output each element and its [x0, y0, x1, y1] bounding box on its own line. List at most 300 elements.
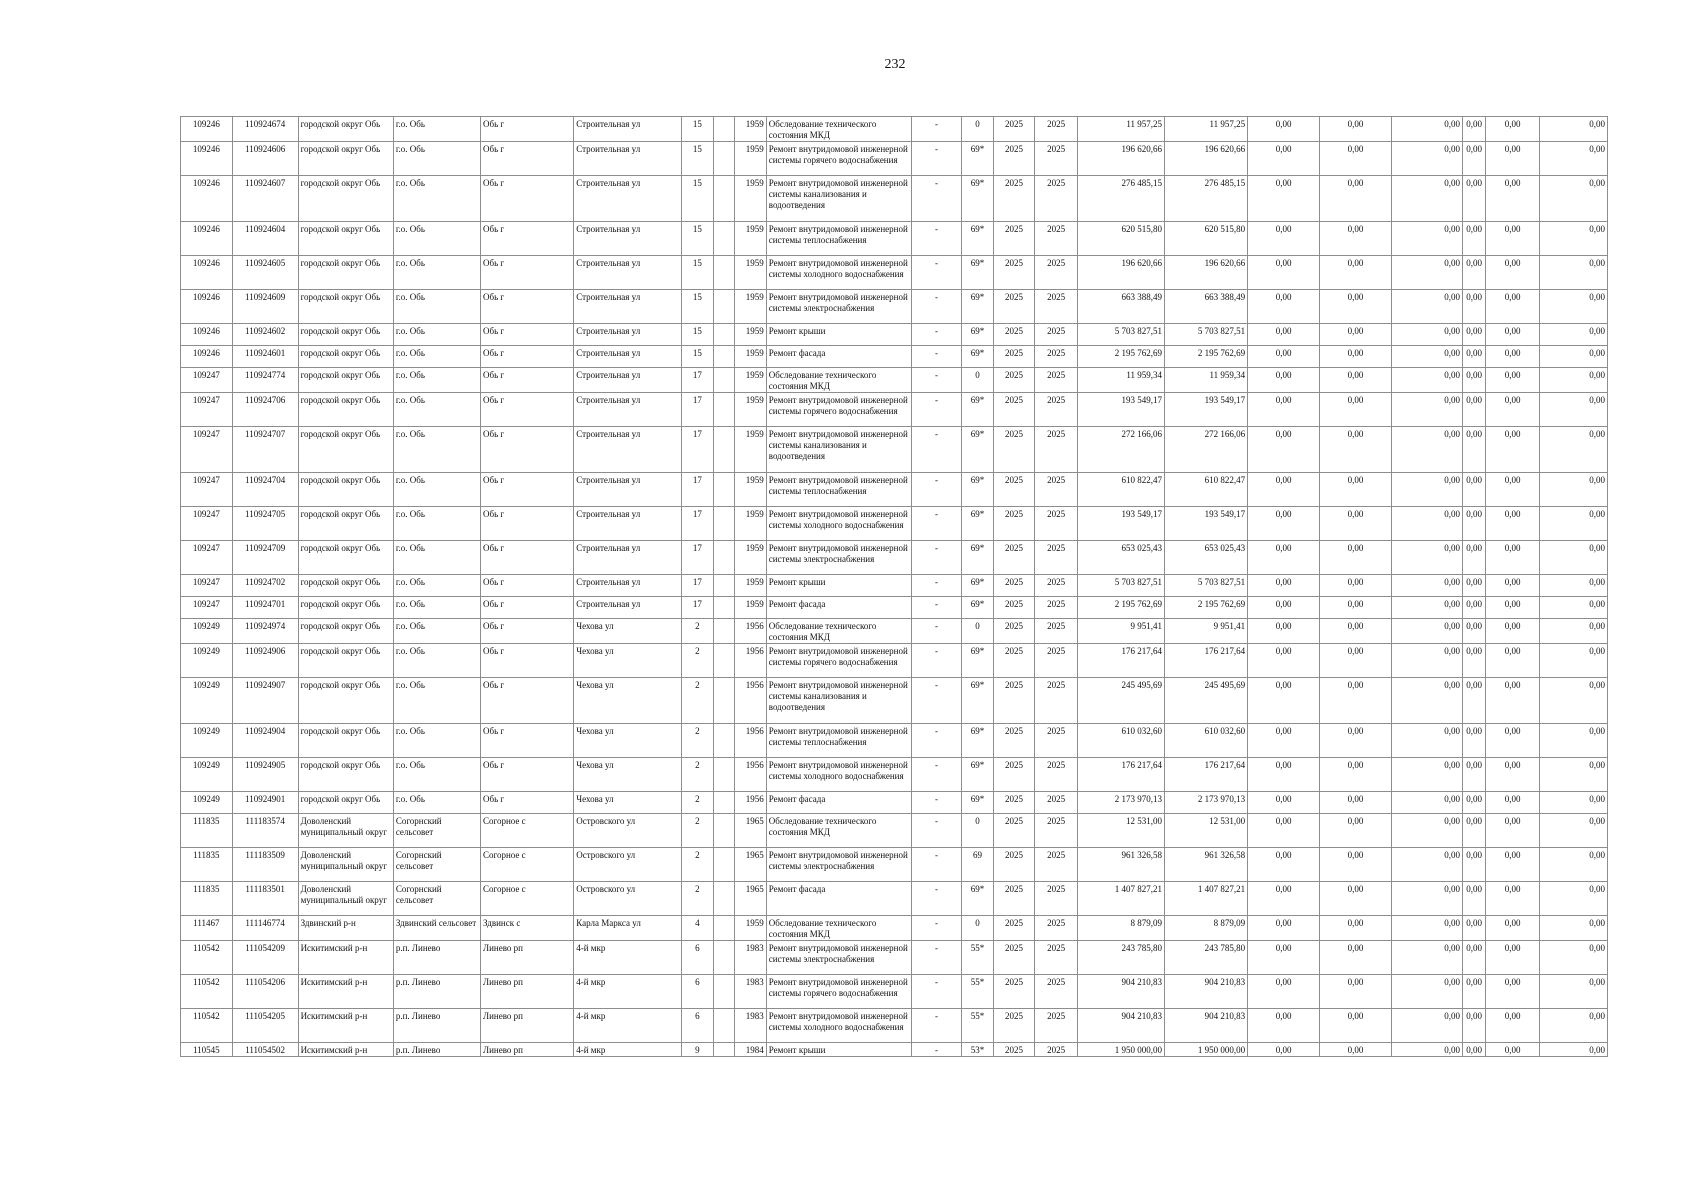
cell-building — [714, 814, 735, 848]
cell-budget-federal: 0,00 — [1248, 814, 1320, 848]
cell-year-end: 2025 — [1035, 644, 1078, 678]
cell-budget-federal: 0,00 — [1248, 290, 1320, 324]
cell-house-id: 109247 — [181, 575, 233, 597]
cell-budget-local: 0,00 — [1392, 758, 1463, 792]
cell-reserve: 0,00 — [1539, 427, 1607, 473]
cell-year-built: 1959 — [735, 597, 766, 619]
cell-budget-local: 0,00 — [1392, 1043, 1463, 1057]
cell-street: Строительная ул — [574, 597, 681, 619]
cell-building — [714, 368, 735, 393]
cell-work-id: 110924905 — [232, 758, 298, 792]
cell-house-number: 17 — [681, 507, 713, 541]
cell-year-start: 2025 — [993, 473, 1035, 507]
cell-year-end: 2025 — [1035, 427, 1078, 473]
cell-total-cost: 12 531,00 — [1077, 814, 1164, 848]
cell-house-number: 17 — [681, 368, 713, 393]
cell-year-end: 2025 — [1035, 619, 1078, 644]
cell-wear: 69* — [962, 393, 993, 427]
cell-house-id: 109246 — [181, 324, 233, 346]
cell-locality: Обь г — [480, 724, 573, 758]
cell-budget-federal: 0,00 — [1248, 142, 1320, 176]
cell-district: Здвинский р-н — [298, 916, 393, 941]
table-row — [181, 619, 1608, 644]
cell-street: Строительная ул — [574, 222, 681, 256]
cell-fund-cost: 11 959,34 — [1165, 368, 1248, 393]
cell-year-start: 2025 — [993, 256, 1035, 290]
cell-municipality: г.о. Обь — [393, 142, 480, 176]
cell-other-funds: 0,00 — [1486, 724, 1540, 758]
cell-building — [714, 393, 735, 427]
cell-work-id: 111183574 — [232, 814, 298, 848]
cell-work-type: Ремонт внутридомовой инженерной системы электроснабжения — [766, 290, 911, 324]
cell-other-funds: 0,00 — [1486, 117, 1540, 142]
cell-budget-federal: 0,00 — [1248, 916, 1320, 941]
cell-house-number: 17 — [681, 473, 713, 507]
cell-year-end: 2025 — [1035, 473, 1078, 507]
cell-building — [714, 222, 735, 256]
cell-fund-cost: 193 549,17 — [1165, 393, 1248, 427]
cell-fund-cost: 610 032,60 — [1165, 724, 1248, 758]
cell-year-start: 2025 — [993, 117, 1035, 142]
cell-wear: 69* — [962, 473, 993, 507]
cell-municipality: г.о. Обь — [393, 724, 480, 758]
table-row — [181, 117, 1608, 142]
cell-unit: - — [911, 507, 962, 541]
cell-house-id: 109247 — [181, 368, 233, 393]
cell-owners-funds: 0,00 — [1462, 176, 1485, 222]
cell-total-cost: 193 549,17 — [1077, 393, 1164, 427]
cell-year-built: 1959 — [735, 393, 766, 427]
cell-work-id: 110924601 — [232, 346, 298, 368]
cell-district: городской округ Обь — [298, 142, 393, 176]
cell-other-funds: 0,00 — [1486, 575, 1540, 597]
table-row — [181, 882, 1608, 916]
cell-fund-cost: 5 703 827,51 — [1165, 324, 1248, 346]
cell-work-type: Ремонт внутридомовой инженерной системы электроснабжения — [766, 941, 911, 975]
cell-house-number: 17 — [681, 393, 713, 427]
cell-unit: - — [911, 117, 962, 142]
cell-fund-cost: 1 407 827,21 — [1165, 882, 1248, 916]
cell-house-number: 15 — [681, 346, 713, 368]
cell-budget-local: 0,00 — [1392, 473, 1463, 507]
cell-work-id: 111146774 — [232, 916, 298, 941]
cell-unit: - — [911, 368, 962, 393]
cell-budget-regional: 0,00 — [1320, 176, 1392, 222]
cell-year-start: 2025 — [993, 176, 1035, 222]
cell-other-funds: 0,00 — [1486, 758, 1540, 792]
cell-municipality: г.о. Обь — [393, 176, 480, 222]
cell-year-start: 2025 — [993, 290, 1035, 324]
cell-reserve: 0,00 — [1539, 975, 1607, 1009]
cell-district: городской округ Обь — [298, 393, 393, 427]
cell-year-end: 2025 — [1035, 792, 1078, 814]
cell-locality: Обь г — [480, 507, 573, 541]
cell-work-id: 110924609 — [232, 290, 298, 324]
cell-unit: - — [911, 792, 962, 814]
cell-unit: - — [911, 619, 962, 644]
cell-owners-funds: 0,00 — [1462, 368, 1485, 393]
cell-wear: 69* — [962, 346, 993, 368]
cell-fund-cost: 663 388,49 — [1165, 290, 1248, 324]
cell-other-funds: 0,00 — [1486, 597, 1540, 619]
cell-municipality: г.о. Обь — [393, 644, 480, 678]
cell-street: Строительная ул — [574, 393, 681, 427]
cell-reserve: 0,00 — [1539, 393, 1607, 427]
cell-house-number: 15 — [681, 290, 713, 324]
cell-locality: Линево рп — [480, 1043, 573, 1057]
cell-house-number: 4 — [681, 916, 713, 941]
table-row — [181, 393, 1608, 427]
cell-locality: Обь г — [480, 346, 573, 368]
cell-year-end: 2025 — [1035, 346, 1078, 368]
cell-budget-federal: 0,00 — [1248, 792, 1320, 814]
cell-fund-cost: 196 620,66 — [1165, 256, 1248, 290]
cell-work-id: 110924907 — [232, 678, 298, 724]
cell-wear: 55* — [962, 1009, 993, 1043]
cell-year-start: 2025 — [993, 619, 1035, 644]
cell-wear: 53* — [962, 1043, 993, 1057]
cell-district: городской округ Обь — [298, 346, 393, 368]
cell-year-start: 2025 — [993, 507, 1035, 541]
cell-locality: Обь г — [480, 619, 573, 644]
cell-year-start: 2025 — [993, 222, 1035, 256]
cell-total-cost: 11 959,34 — [1077, 368, 1164, 393]
cell-other-funds: 0,00 — [1486, 678, 1540, 724]
cell-work-id: 110924701 — [232, 597, 298, 619]
cell-house-id: 109246 — [181, 222, 233, 256]
cell-work-id: 110924607 — [232, 176, 298, 222]
cell-municipality: г.о. Обь — [393, 541, 480, 575]
cell-year-built: 1959 — [735, 541, 766, 575]
cell-total-cost: 176 217,64 — [1077, 644, 1164, 678]
cell-district: городской округ Обь — [298, 644, 393, 678]
table-row — [181, 758, 1608, 792]
cell-year-start: 2025 — [993, 975, 1035, 1009]
cell-unit: - — [911, 346, 962, 368]
table-row — [181, 678, 1608, 724]
cell-other-funds: 0,00 — [1486, 393, 1540, 427]
cell-locality: Обь г — [480, 792, 573, 814]
cell-building — [714, 1009, 735, 1043]
cell-year-built: 1956 — [735, 678, 766, 724]
cell-budget-local: 0,00 — [1392, 222, 1463, 256]
cell-building — [714, 724, 735, 758]
cell-street: 4-й мкр — [574, 941, 681, 975]
cell-budget-federal: 0,00 — [1248, 724, 1320, 758]
cell-house-number: 15 — [681, 142, 713, 176]
cell-wear: 0 — [962, 916, 993, 941]
cell-house-id: 109249 — [181, 678, 233, 724]
cell-year-end: 2025 — [1035, 975, 1078, 1009]
cell-building — [714, 644, 735, 678]
cell-district: городской округ Обь — [298, 222, 393, 256]
cell-house-id: 109246 — [181, 290, 233, 324]
cell-budget-local: 0,00 — [1392, 724, 1463, 758]
cell-locality: Обь г — [480, 324, 573, 346]
cell-owners-funds: 0,00 — [1462, 541, 1485, 575]
cell-budget-regional: 0,00 — [1320, 324, 1392, 346]
cell-year-built: 1984 — [735, 1043, 766, 1057]
table-row — [181, 792, 1608, 814]
cell-municipality: г.о. Обь — [393, 290, 480, 324]
cell-district: городской округ Обь — [298, 541, 393, 575]
cell-other-funds: 0,00 — [1486, 290, 1540, 324]
cell-other-funds: 0,00 — [1486, 619, 1540, 644]
cell-work-type: Ремонт крыши — [766, 1043, 911, 1057]
cell-budget-regional: 0,00 — [1320, 916, 1392, 941]
cell-house-id: 111835 — [181, 848, 233, 882]
table-row — [181, 507, 1608, 541]
cell-owners-funds: 0,00 — [1462, 393, 1485, 427]
cell-year-start: 2025 — [993, 427, 1035, 473]
cell-street: Строительная ул — [574, 142, 681, 176]
cell-building — [714, 346, 735, 368]
cell-unit: - — [911, 176, 962, 222]
cell-budget-local: 0,00 — [1392, 256, 1463, 290]
cell-year-end: 2025 — [1035, 256, 1078, 290]
cell-total-cost: 2 173 970,13 — [1077, 792, 1164, 814]
cell-house-number: 17 — [681, 575, 713, 597]
table-row — [181, 222, 1608, 256]
cell-municipality: г.о. Обь — [393, 324, 480, 346]
cell-reserve: 0,00 — [1539, 473, 1607, 507]
cell-building — [714, 256, 735, 290]
cell-year-built: 1956 — [735, 644, 766, 678]
cell-house-id: 110542 — [181, 1009, 233, 1043]
cell-total-cost: 653 025,43 — [1077, 541, 1164, 575]
cell-work-type: Ремонт внутридомовой инженерной системы теплоснабжения — [766, 222, 911, 256]
cell-year-end: 2025 — [1035, 882, 1078, 916]
cell-budget-local: 0,00 — [1392, 678, 1463, 724]
cell-work-type: Обследование технического состояния МКД — [766, 368, 911, 393]
cell-other-funds: 0,00 — [1486, 368, 1540, 393]
cell-work-type: Ремонт внутридомовой инженерной системы горячего водоснабжения — [766, 142, 911, 176]
cell-year-start: 2025 — [993, 393, 1035, 427]
cell-work-type: Ремонт фасада — [766, 792, 911, 814]
cell-budget-local: 0,00 — [1392, 1009, 1463, 1043]
cell-unit: - — [911, 324, 962, 346]
cell-total-cost: 176 217,64 — [1077, 758, 1164, 792]
cell-reserve: 0,00 — [1539, 1009, 1607, 1043]
cell-fund-cost: 176 217,64 — [1165, 644, 1248, 678]
cell-budget-regional: 0,00 — [1320, 541, 1392, 575]
cell-district: городской округ Обь — [298, 792, 393, 814]
cell-house-id: 109247 — [181, 473, 233, 507]
cell-municipality: Согорнский сельсовет — [393, 814, 480, 848]
cell-locality: Обь г — [480, 117, 573, 142]
cell-district: Искитимский р-н — [298, 975, 393, 1009]
cell-budget-federal: 0,00 — [1248, 473, 1320, 507]
cell-budget-regional: 0,00 — [1320, 644, 1392, 678]
cell-street: Строительная ул — [574, 290, 681, 324]
cell-locality: Обь г — [480, 142, 573, 176]
cell-year-built: 1959 — [735, 346, 766, 368]
cell-year-start: 2025 — [993, 814, 1035, 848]
cell-year-start: 2025 — [993, 541, 1035, 575]
cell-year-built: 1959 — [735, 473, 766, 507]
cell-total-cost: 904 210,83 — [1077, 1009, 1164, 1043]
cell-reserve: 0,00 — [1539, 814, 1607, 848]
cell-budget-local: 0,00 — [1392, 975, 1463, 1009]
cell-house-id: 111467 — [181, 916, 233, 941]
cell-municipality: г.о. Обь — [393, 117, 480, 142]
cell-street: Строительная ул — [574, 575, 681, 597]
cell-house-id: 109246 — [181, 142, 233, 176]
cell-budget-federal: 0,00 — [1248, 758, 1320, 792]
cell-unit: - — [911, 975, 962, 1009]
cell-budget-regional: 0,00 — [1320, 427, 1392, 473]
cell-district: городской округ Обь — [298, 368, 393, 393]
cell-locality: Обь г — [480, 368, 573, 393]
table-row — [181, 473, 1608, 507]
cell-street: Строительная ул — [574, 427, 681, 473]
cell-fund-cost: 2 195 762,69 — [1165, 346, 1248, 368]
cell-house-id: 109249 — [181, 792, 233, 814]
cell-budget-federal: 0,00 — [1248, 117, 1320, 142]
cell-work-type: Ремонт крыши — [766, 324, 911, 346]
cell-house-id: 111835 — [181, 814, 233, 848]
cell-municipality: г.о. Обь — [393, 427, 480, 473]
cell-budget-regional: 0,00 — [1320, 117, 1392, 142]
cell-owners-funds: 0,00 — [1462, 758, 1485, 792]
cell-unit: - — [911, 916, 962, 941]
cell-work-id: 110924709 — [232, 541, 298, 575]
cell-work-type: Ремонт внутридомовой инженерной системы канализования и водоотведения — [766, 678, 911, 724]
cell-municipality: г.о. Обь — [393, 678, 480, 724]
cell-owners-funds: 0,00 — [1462, 117, 1485, 142]
cell-owners-funds: 0,00 — [1462, 882, 1485, 916]
cell-total-cost: 610 822,47 — [1077, 473, 1164, 507]
cell-house-id: 109246 — [181, 117, 233, 142]
cell-year-end: 2025 — [1035, 597, 1078, 619]
cell-house-id: 109246 — [181, 176, 233, 222]
cell-fund-cost: 904 210,83 — [1165, 1009, 1248, 1043]
cell-district: городской округ Обь — [298, 290, 393, 324]
cell-fund-cost: 610 822,47 — [1165, 473, 1248, 507]
cell-street: Чехова ул — [574, 644, 681, 678]
cell-work-id: 111054206 — [232, 975, 298, 1009]
cell-house-number: 15 — [681, 324, 713, 346]
cell-house-number: 17 — [681, 541, 713, 575]
cell-year-end: 2025 — [1035, 758, 1078, 792]
cell-wear: 0 — [962, 814, 993, 848]
cell-locality: Обь г — [480, 678, 573, 724]
cell-district: Доволенский муниципальный округ — [298, 882, 393, 916]
cell-budget-federal: 0,00 — [1248, 678, 1320, 724]
cell-budget-local: 0,00 — [1392, 882, 1463, 916]
cell-owners-funds: 0,00 — [1462, 848, 1485, 882]
cell-total-cost: 5 703 827,51 — [1077, 324, 1164, 346]
cell-unit: - — [911, 724, 962, 758]
cell-budget-local: 0,00 — [1392, 427, 1463, 473]
table-row — [181, 941, 1608, 975]
cell-wear: 69* — [962, 142, 993, 176]
cell-budget-federal: 0,00 — [1248, 222, 1320, 256]
registry-table-wrap — [180, 116, 1608, 1057]
cell-budget-local: 0,00 — [1392, 290, 1463, 324]
cell-owners-funds: 0,00 — [1462, 597, 1485, 619]
cell-wear: 69* — [962, 724, 993, 758]
cell-house-number: 15 — [681, 222, 713, 256]
cell-other-funds: 0,00 — [1486, 142, 1540, 176]
cell-budget-local: 0,00 — [1392, 814, 1463, 848]
cell-house-id: 110545 — [181, 1043, 233, 1057]
cell-fund-cost: 245 495,69 — [1165, 678, 1248, 724]
cell-fund-cost: 653 025,43 — [1165, 541, 1248, 575]
cell-budget-federal: 0,00 — [1248, 644, 1320, 678]
cell-district: городской округ Обь — [298, 724, 393, 758]
cell-year-start: 2025 — [993, 758, 1035, 792]
cell-budget-federal: 0,00 — [1248, 346, 1320, 368]
cell-work-type: Ремонт внутридомовой инженерной системы теплоснабжения — [766, 473, 911, 507]
cell-total-cost: 193 549,17 — [1077, 507, 1164, 541]
cell-work-id: 110924906 — [232, 644, 298, 678]
cell-budget-regional: 0,00 — [1320, 619, 1392, 644]
cell-street: Строительная ул — [574, 176, 681, 222]
cell-budget-federal: 0,00 — [1248, 427, 1320, 473]
cell-year-end: 2025 — [1035, 575, 1078, 597]
cell-year-built: 1959 — [735, 575, 766, 597]
table-row — [181, 597, 1608, 619]
cell-street: Чехова ул — [574, 792, 681, 814]
cell-other-funds: 0,00 — [1486, 222, 1540, 256]
cell-reserve: 0,00 — [1539, 346, 1607, 368]
table-row — [181, 1009, 1608, 1043]
cell-work-type: Обследование технического состояния МКД — [766, 117, 911, 142]
cell-reserve: 0,00 — [1539, 758, 1607, 792]
cell-fund-cost: 11 957,25 — [1165, 117, 1248, 142]
cell-house-id: 109246 — [181, 256, 233, 290]
cell-building — [714, 1043, 735, 1057]
cell-house-id: 109247 — [181, 427, 233, 473]
table-row — [181, 256, 1608, 290]
cell-wear: 55* — [962, 941, 993, 975]
cell-fund-cost: 243 785,80 — [1165, 941, 1248, 975]
cell-year-start: 2025 — [993, 142, 1035, 176]
cell-total-cost: 904 210,83 — [1077, 975, 1164, 1009]
cell-locality: Обь г — [480, 256, 573, 290]
cell-reserve: 0,00 — [1539, 619, 1607, 644]
cell-work-id: 110924704 — [232, 473, 298, 507]
cell-locality: Линево рп — [480, 975, 573, 1009]
cell-total-cost: 11 957,25 — [1077, 117, 1164, 142]
cell-district: городской округ Обь — [298, 324, 393, 346]
cell-reserve: 0,00 — [1539, 507, 1607, 541]
cell-budget-federal: 0,00 — [1248, 393, 1320, 427]
cell-year-built: 1959 — [735, 176, 766, 222]
cell-budget-regional: 0,00 — [1320, 678, 1392, 724]
cell-budget-federal: 0,00 — [1248, 176, 1320, 222]
cell-budget-regional: 0,00 — [1320, 393, 1392, 427]
cell-work-id: 111054502 — [232, 1043, 298, 1057]
cell-total-cost: 9 951,41 — [1077, 619, 1164, 644]
cell-year-start: 2025 — [993, 644, 1035, 678]
cell-house-number: 9 — [681, 1043, 713, 1057]
cell-fund-cost: 12 531,00 — [1165, 814, 1248, 848]
cell-owners-funds: 0,00 — [1462, 644, 1485, 678]
cell-fund-cost: 2 195 762,69 — [1165, 597, 1248, 619]
cell-work-type: Ремонт внутридомовой инженерной системы холодного водоснабжения — [766, 1009, 911, 1043]
cell-year-built: 1959 — [735, 368, 766, 393]
cell-house-number: 15 — [681, 176, 713, 222]
cell-wear: 0 — [962, 619, 993, 644]
cell-total-cost: 196 620,66 — [1077, 142, 1164, 176]
cell-municipality: г.о. Обь — [393, 346, 480, 368]
cell-locality: Обь г — [480, 176, 573, 222]
cell-year-end: 2025 — [1035, 507, 1078, 541]
cell-year-start: 2025 — [993, 346, 1035, 368]
cell-other-funds: 0,00 — [1486, 473, 1540, 507]
